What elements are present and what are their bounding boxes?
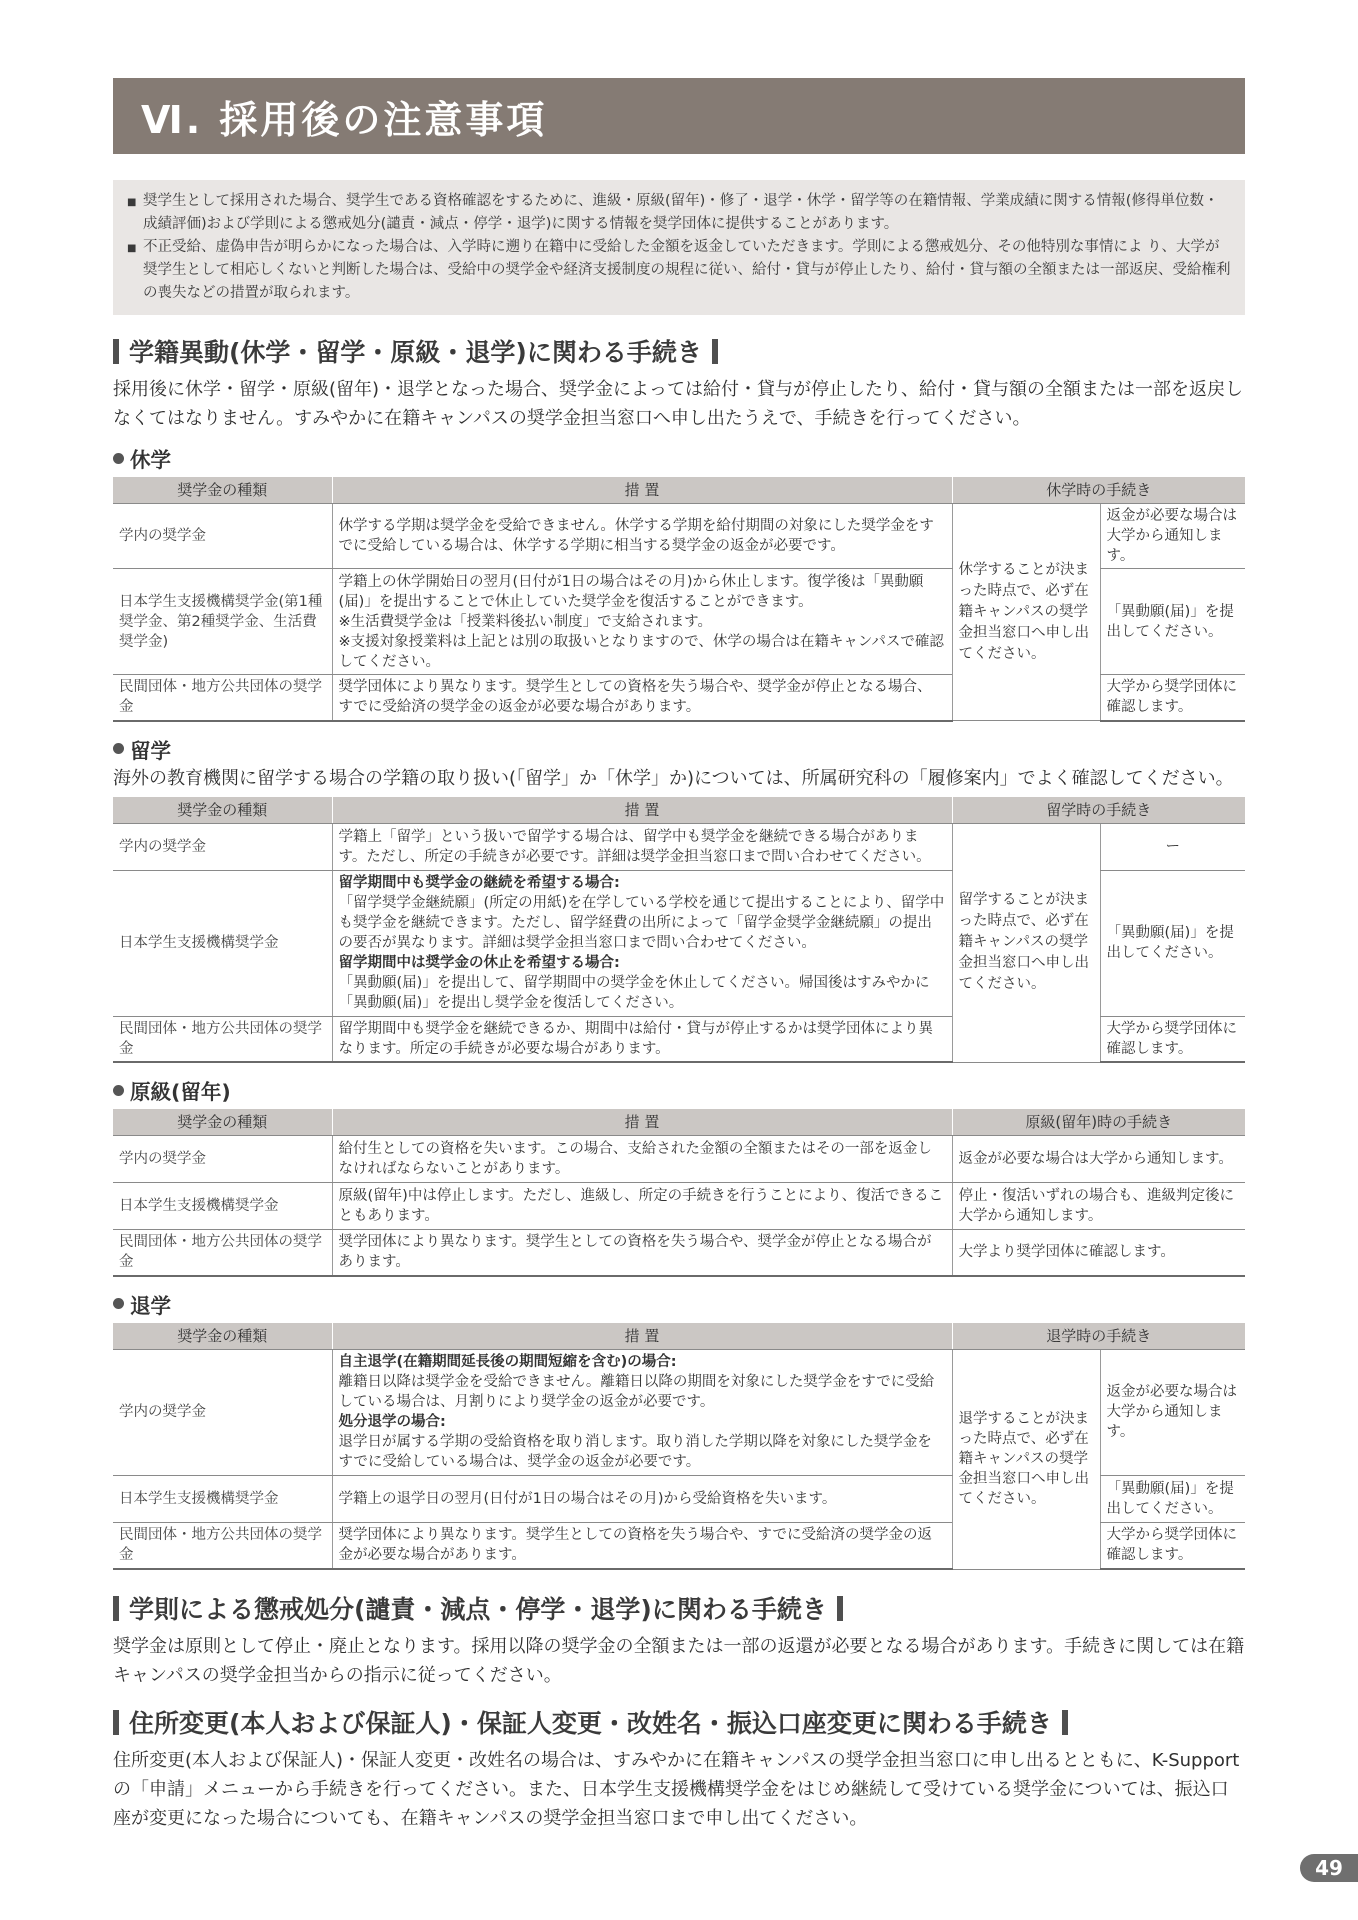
column-header: 措 置	[332, 1323, 952, 1350]
scholarship-kind: 学内の奨学金	[113, 1136, 332, 1183]
measure-line: 「異動願(届)」を提出して、留学期間中の奨学金を休止してください。帰国後はすみやかに「異動願(届)」を提出し奨学金を復活してください。	[338, 975, 930, 1011]
notice-item	[127, 236, 1231, 305]
table-row	[113, 823, 1245, 870]
measure-cell: 学籍上「留学」という扱いで留学する場合は、留学中も奨学金を継続できる場合があります。ただし、所定の手続きが必要です。詳細は奨学金担当窓口まで問い合わせてください。	[332, 823, 952, 870]
scholarship-kind: 民間団体・地方公共団体の奨学金	[113, 1230, 332, 1276]
procedure-detail-cell: 「異動願(届)」を提出してください。	[1100, 1475, 1245, 1522]
subheading-study-abroad	[113, 734, 1245, 764]
measure-cell: 奨学団体により異なります。奨学生としての資格を失う場合や、すでに受給済の奨学金の返金が必要な場合があります。	[332, 1522, 952, 1569]
leave-of-absence-table	[113, 477, 1245, 722]
procedure-detail-cell: 返金が必要な場合は大学から通知します。	[1100, 1349, 1245, 1475]
procedure-detail-cell: 「異動願(届)」を提出してください。	[1100, 870, 1245, 1016]
measure-subheading: 留学期間中は奨学金の休止を希望する場合:	[338, 955, 620, 971]
section-heading-text: 学則による懲戒処分(譴責・減点・停学・退学)に関わる手続き	[129, 1595, 827, 1624]
column-header: 退学時の手続き	[952, 1323, 1245, 1350]
procedure-detail-cell: 大学から奨学団体に確認します。	[1100, 1016, 1245, 1062]
notice-text: 奨学生として採用された場合、奨学生である資格確認をするために、進級・原級(留年)・修了・退学・休学・留学等の在籍情報、学業成績に関する情報(修得単位数・成績評価)および学則による懲戒処分(譴責・減点・停学・退学)に関する情報を奨学団体に提供することがあります。	[143, 193, 1219, 232]
notice-text: 不正受給、虚偽申告が明らかになった場合は、入学時に遡り在籍中に受給した金額を返金していただきます。学則による懲戒処分、その他特別な事情によ り、大学が奨学生として相応しくないと判断した場合は、受給中の奨学金や経済支援制度の規程に従い、給付・貸与が停止したり、給付・貸与額の全額または一部返戻、受給権利の喪失などの措置が取られます。	[143, 239, 1231, 301]
withdrawal-table	[113, 1323, 1245, 1571]
procedure-detail-cell: 大学から奨学団体に確認します。	[1100, 675, 1245, 721]
measure-subheading: 自主退学(在籍期間延長後の期間短縮を含む)の場合:	[338, 1354, 677, 1370]
bullet-dot-icon	[113, 1085, 124, 1096]
table-row	[113, 1349, 1245, 1475]
bullet-dot-icon	[113, 1298, 124, 1309]
subheading-text: 休学	[130, 448, 171, 472]
subheading-leave-of-absence	[113, 443, 1245, 473]
bullet-dot-icon	[113, 743, 124, 754]
table-row	[113, 1183, 1245, 1230]
measure-cell: 留学期間中も奨学金を継続できるか、期間中は給付・貸与が停止するかは奨学団体により異なります。所定の手続きが必要な場合があります。	[332, 1016, 952, 1062]
column-header: 留学時の手続き	[952, 797, 1245, 824]
measure-cell	[332, 1349, 952, 1475]
study-abroad-paragraph: 海外の教育機関に留学する場合の学籍の取り扱い(「留学」か「休学」か)については、所属研究科の「履修案内」でよく確認してください。	[113, 767, 1234, 789]
square-bullet-icon: ■	[127, 243, 137, 254]
notice-box	[113, 180, 1245, 315]
section-heading-text: 学籍異動(休学・留学・原級・退学)に関わる手続き	[129, 338, 702, 367]
subheading-text: 留学	[130, 738, 171, 763]
subheading-text: 退学	[130, 1293, 171, 1318]
measure-cell	[332, 569, 952, 675]
bullet-dot-icon	[113, 453, 124, 464]
section-paragraph: 奨学金は原則として停止・廃止となります。採用以降の奨学金の全額または一部の返還が必要となる場合があります。手続きに関しては在籍キャンパスの奨学金担当からの指示に従ってください。	[113, 1636, 1245, 1686]
procedure-cell: 返金が必要な場合は大学から通知します。	[952, 1136, 1245, 1183]
measure-cell: 原級(留年)中は停止します。ただし、進級し、所定の手続きを行うことにより、復活できることもあります。	[332, 1183, 952, 1230]
scholarship-kind: 日本学生支援機構奨学金(第1種奨学金、第2種奨学金、生活費奨学金)	[113, 569, 332, 675]
scholarship-kind: 日本学生支援機構奨学金	[113, 1183, 332, 1230]
measure-line: 「留学奨学金継続願」(所定の用紙)を在学している学校を通じて提出することにより、留学中も奨学金を継続できます。ただし、留学経費の出所によって「留学金奨学金継続願」の提出の要否が異なります。詳細は奨学金担当窓口まで問い合わせてください。	[338, 895, 945, 951]
subheading-text: 原級(留年)	[130, 1080, 231, 1104]
measure-subheading: 処分退学の場合:	[338, 1414, 446, 1430]
scholarship-kind: 日本学生支援機構奨学金	[113, 870, 332, 1016]
procedure-cell: 大学より奨学団体に確認します。	[952, 1230, 1245, 1276]
procedure-detail-cell: 大学から奨学団体に確認します。	[1100, 1522, 1245, 1569]
procedure-detail-cell: 「異動願(届)」を提出してください。	[1100, 569, 1245, 675]
page	[113, 78, 1245, 1833]
heading-bar-icon	[113, 1710, 119, 1735]
column-header: 奨学金の種類	[113, 477, 332, 504]
measure-cell: 奨学団体により異なります。奨学生としての資格を失う場合や、奨学金が停止となる場合、すでに受給済の奨学金の返金が必要な場合があります。	[332, 675, 952, 721]
column-header: 休学時の手続き	[952, 477, 1245, 504]
table-row	[113, 504, 1245, 569]
section-heading-enrollment-change	[113, 331, 1245, 371]
square-bullet-icon: ■	[127, 197, 137, 208]
page-number: 49	[1300, 1854, 1358, 1882]
procedure-cell: 停止・復活いずれの場合も、進級判定後に大学から通知します。	[952, 1183, 1245, 1230]
measure-line: 離籍日以降は奨学金を受給できません。離籍日以降の期間を対象にした奨学金をすでに受給している場合は、月割りにより奨学金の返金が必要です。	[338, 1374, 935, 1410]
column-header: 措 置	[332, 797, 952, 824]
heading-bar-icon	[1062, 1710, 1068, 1735]
measure-subheading: 留学期間中も奨学金の継続を希望する場合:	[338, 875, 620, 891]
measure-line: ※支援対象授業料は上記とは別の取扱いとなりますので、休学の場合は在籍キャンパスで確認してください。	[338, 633, 944, 670]
scholarship-kind: 学内の奨学金	[113, 823, 332, 870]
scholarship-kind: 民間団体・地方公共団体の奨学金	[113, 1522, 332, 1569]
measure-cell: 休学する学期は奨学金を受給できません。休学する学期を給付期間の対象にした奨学金をすでに受給している場合は、休学する学期に相当する奨学金の返金が必要です。	[332, 504, 952, 569]
scholarship-kind: 民間団体・地方公共団体の奨学金	[113, 1016, 332, 1062]
measure-line: 学籍上の休学開始日の翌月(日付が1日の場合はその月)から休止します。復学後は「異動願(届)」を提出することで休止していた奨学金を復活することができます。	[338, 573, 924, 610]
heading-bar-icon	[837, 1596, 843, 1621]
procedure-cell: 休学することが決まった時点で、必ず在籍キャンパスの奨学金担当窓口へ申し出てください。	[952, 504, 1100, 721]
section-heading-address-change	[113, 1702, 1245, 1742]
subheading-withdrawal	[113, 1289, 1245, 1319]
procedure-detail-cell: ー	[1100, 823, 1245, 870]
procedure-detail-cell: 返金が必要な場合は大学から通知します。	[1100, 504, 1245, 569]
section-paragraph: 採用後に休学・留学・原級(留年)・退学となった場合、奨学金によっては給付・貸与が停止したり、給付・貸与額の全額または一部を返戻しなくてはなりません。すみやかに在籍キャンパスの奨学金担当窓口へ申し出たうえで、手続きを行ってください。	[113, 379, 1244, 429]
section-paragraph: 住所変更(本人および保証人)・保証人変更・改姓名の場合は、すみやかに在籍キャンパスの奨学金担当窓口に申し出るとともに、K-Supportの「申請」メニューから手続きを行ってください。また、日本学生支援機構奨学金をはじめ継続して受けている奨学金については、振込口座が変更になった場合についても、在籍キャンパスの奨学金担当窓口まで申し出てください。	[113, 1750, 1240, 1829]
measure-line: ※生活費奨学金は「授業料後払い制度」で支給されます。	[338, 613, 712, 630]
notice-item	[127, 190, 1231, 236]
table-row	[113, 1136, 1245, 1183]
subheading-repeat-year	[113, 1075, 1245, 1105]
scholarship-kind: 日本学生支援機構奨学金	[113, 1475, 332, 1522]
study-abroad-table	[113, 797, 1245, 1064]
heading-bar-icon	[712, 339, 718, 364]
measure-line: 退学日が属する学期の受給資格を取り消します。取り消した学期以降を対象にした奨学金をすでに受給している場合は、奨学金の返金が必要です。	[338, 1434, 932, 1470]
column-header: 原級(留年)時の手続き	[952, 1109, 1245, 1136]
table-row	[113, 1230, 1245, 1276]
column-header: 奨学金の種類	[113, 797, 332, 824]
scholarship-kind: 民間団体・地方公共団体の奨学金	[113, 675, 332, 721]
heading-bar-icon	[113, 339, 119, 364]
column-header: 奨学金の種類	[113, 1323, 332, 1350]
scholarship-kind: 学内の奨学金	[113, 1349, 332, 1475]
measure-cell	[332, 870, 952, 1016]
procedure-cell: 留学することが決まった時点で、必ず在籍キャンパスの奨学金担当窓口へ申し出てください。	[952, 823, 1100, 1062]
repeat-year-table	[113, 1109, 1245, 1277]
column-header: 措 置	[332, 477, 952, 504]
measure-cell: 給付生としての資格を失います。この場合、支給された金額の全額またはその一部を返金しなければならないことがあります。	[332, 1136, 952, 1183]
procedure-cell: 退学することが決まった時点で、必ず在籍キャンパスの奨学金担当窓口へ申し出てください。	[952, 1349, 1100, 1569]
scholarship-kind: 学内の奨学金	[113, 504, 332, 569]
column-header: 措 置	[332, 1109, 952, 1136]
section-heading-disciplinary	[113, 1588, 1245, 1628]
page-title: Ⅵ. 採用後の注意事項	[113, 78, 1245, 154]
measure-cell: 奨学団体により異なります。奨学生としての資格を失う場合や、奨学金が停止となる場合があります。	[332, 1230, 952, 1276]
section-heading-text: 住所変更(本人および保証人)・保証人変更・改姓名・振込口座変更に関わる手続き	[129, 1709, 1052, 1738]
measure-cell: 学籍上の退学日の翌月(日付が1日の場合はその月)から受給資格を失います。	[332, 1475, 952, 1522]
heading-bar-icon	[113, 1596, 119, 1621]
column-header: 奨学金の種類	[113, 1109, 332, 1136]
